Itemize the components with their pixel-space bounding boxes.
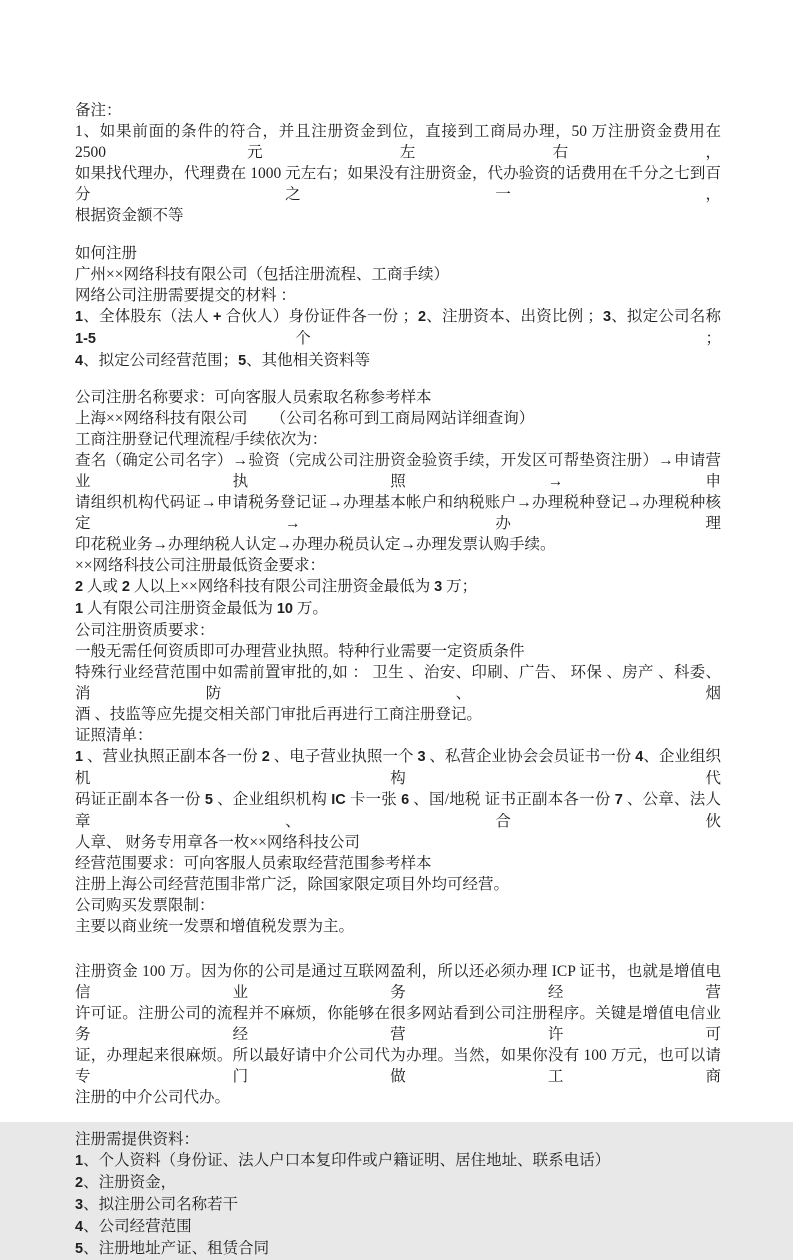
text-run: 人以上××网络科技有限公司注册资金最低为 xyxy=(129,578,435,595)
paragraph-block xyxy=(75,100,725,226)
text-run: 、个人资料（身份证、法人户口本复印件或户籍证明、居住地址、联系电话） xyxy=(83,1152,611,1169)
text-run: 、公司经营范围 xyxy=(83,1218,192,1235)
text-run: 许可证。注册公司的流程并不麻烦，你能够在很多网站看到公司注册程序。关键是增值电信业务经营许可 xyxy=(75,1005,721,1043)
text-run: 特殊行业经营范围中如需前置审批的,如 ： 卫生 、治安、印刷、广告、 环保 、房产 、科委、 消防 、 烟 xyxy=(75,664,725,702)
text-line xyxy=(75,1150,721,1172)
text-run: 如何注册 xyxy=(75,245,138,262)
text-run: 公司注册资质要求： xyxy=(75,622,215,639)
bold-number-run: 2 xyxy=(261,749,270,765)
text-line xyxy=(75,598,721,620)
text-run: 上海××网络科技有限公司 （公司名称可到工商局网站详细查询） xyxy=(75,410,535,427)
bold-number-run: IC xyxy=(331,792,346,808)
text-run: 、其他相关资料等 xyxy=(246,352,371,369)
text-line xyxy=(75,576,721,598)
bold-number-run: 1 xyxy=(75,749,84,765)
text-run: 合伙人）身份证件各一份 ； xyxy=(221,308,418,325)
document-body xyxy=(75,100,725,1260)
text-run: 备注： xyxy=(75,102,122,119)
bold-number-run: 1 xyxy=(75,601,84,617)
text-run: 公司购买发票限制： xyxy=(75,897,215,914)
bold-number-run: 5 xyxy=(204,792,213,808)
text-line xyxy=(75,285,721,306)
bold-number-run: 5 xyxy=(238,353,247,369)
bold-number-run: 1 xyxy=(75,309,84,325)
bold-number-run: 4 xyxy=(635,749,644,765)
text-run: 、国/地税 证书正副本各一份 xyxy=(409,791,615,808)
text-run: 、拟定公司经营范围； xyxy=(83,352,239,369)
text-run: 1、如果前面的条件的符合，并且注册资金到位，直接到工商局办理，50 万注册资金费用在 2500 元左右， xyxy=(75,123,725,161)
text-line xyxy=(75,1172,721,1194)
bold-number-run: + xyxy=(213,309,222,325)
text-run: ××网络科技公司注册最低资金要求： xyxy=(75,557,325,574)
text-line xyxy=(75,534,721,555)
text-run: 注册需提供资料： xyxy=(75,1131,200,1148)
text-run: 查名（确定公司名字）→验资（完成公司注册资金验资手续，开发区可帮垫资注册）→申请营业执照→申 xyxy=(75,452,721,490)
text-line xyxy=(75,243,721,264)
bold-number-run: 2 xyxy=(121,579,130,595)
text-run: 、注册地址产证、租赁合同 xyxy=(83,1240,270,1257)
text-run: 工商注册登记代理流程/手续依次为： xyxy=(75,431,328,448)
text-line xyxy=(75,704,721,725)
text-run: 请组织机构代码证→申请税务登记证→办理基本帐户和纳税账户→办理税种登记→办理税种核定→办理 xyxy=(75,494,721,532)
text-line xyxy=(75,1045,721,1087)
text-line xyxy=(75,555,721,576)
text-line xyxy=(75,264,721,285)
text-line xyxy=(75,492,721,534)
text-line xyxy=(75,874,721,895)
text-run: 、注册资本、出资比例 ； xyxy=(426,308,603,325)
text-line xyxy=(75,350,721,372)
text-run: 广州××网络科技有限公司（包括注册流程、工商手续） xyxy=(75,266,449,283)
text-line xyxy=(75,163,721,205)
text-run: 、企业组织机构 xyxy=(212,791,332,808)
bold-number-run: 3 xyxy=(417,749,426,765)
text-line xyxy=(75,1129,721,1150)
text-run: 万。 xyxy=(292,600,328,617)
text-run: 个 ； xyxy=(95,330,721,347)
text-run: 、营业执照正副本各一份 xyxy=(83,748,262,765)
text-line xyxy=(75,100,721,121)
text-run: 人或 xyxy=(83,578,122,595)
text-run: 、私营企业协会会员证书一份 xyxy=(425,748,636,765)
text-line xyxy=(75,1238,721,1260)
text-line xyxy=(75,1003,721,1045)
text-run: 印花税业务→办理纳税人认定→办理办税员认定→办理发票认购手续。 xyxy=(75,536,556,553)
text-run: 注册的中介公司代办。 xyxy=(75,1089,231,1106)
bold-number-run: 4 xyxy=(75,353,84,369)
text-run: 网络公司注册需要提交的材料 ： xyxy=(75,287,296,304)
text-line xyxy=(75,121,725,163)
bold-number-run: 3 xyxy=(434,579,443,595)
text-run: 证，办理起来很麻烦。所以最好请中介公司代为办理。当然，如果你没有 100 万元，也可以请专门做工商 xyxy=(75,1047,721,1085)
text-run: 人章、 财务专用章各一枚××网络科技公司 xyxy=(75,834,360,851)
text-line xyxy=(75,205,721,226)
text-line xyxy=(75,620,721,641)
text-run: 主要以商业统一发票和增值税发票为主。 xyxy=(75,918,355,935)
text-line xyxy=(75,1194,721,1216)
text-run: 公司注册名称要求：可向客服人员索取名称参考样本 xyxy=(75,389,432,406)
bold-number-run: 3 xyxy=(602,309,612,325)
text-line xyxy=(75,450,721,492)
bold-number-run: 10 xyxy=(276,601,293,617)
paragraph-block xyxy=(75,1129,721,1260)
text-line xyxy=(75,662,725,704)
text-run: 、企业组织机构代 xyxy=(75,748,721,787)
text-run: 、拟注册公司名称若干 xyxy=(83,1196,239,1213)
text-run: 注册上海公司经营范围非常广泛，除国家限定项目外均可经营。 xyxy=(75,876,510,893)
bold-number-run: 2 xyxy=(417,309,427,325)
text-line xyxy=(75,641,721,662)
bold-number-run: 6 xyxy=(401,792,410,808)
paragraph-block xyxy=(75,387,725,937)
bold-number-run: 1-5 xyxy=(75,331,96,347)
text-run: 一般无需任何资质即可办理营业执照。特种行业需要一定资质条件 xyxy=(75,643,525,660)
bold-number-run: 3 xyxy=(75,1197,84,1213)
text-run: 、公章、法人章、合伙 xyxy=(75,791,721,830)
paragraph-block xyxy=(75,243,725,372)
text-line xyxy=(75,895,721,916)
bold-number-run: 5 xyxy=(75,1241,84,1257)
text-run: 人有限公司注册资金最低为 xyxy=(83,600,277,617)
text-run: 注册资金 100 万。因为你的公司是通过互联网盈利，所以还必须办理 ICP 证书，也就是增值电信业务经营 xyxy=(75,963,721,1001)
text-line xyxy=(75,387,721,408)
text-run: 码证正副本各一份 xyxy=(75,791,205,808)
text-line xyxy=(75,1216,721,1238)
bold-number-run: 1 xyxy=(75,1153,84,1169)
text-run: 卡一张 xyxy=(345,791,402,808)
text-line xyxy=(75,961,721,1003)
text-run: 经营范围要求：可向客服人员索取经营范围参考样本 xyxy=(75,855,432,872)
text-run: 、电子营业执照一个 xyxy=(269,748,418,765)
text-line xyxy=(75,789,721,832)
paragraph-block xyxy=(75,961,721,1108)
text-line xyxy=(75,408,721,429)
text-run: 、全体股东（法人 xyxy=(83,308,214,325)
text-run: 万； xyxy=(442,578,478,595)
text-line xyxy=(75,746,721,789)
bold-number-run: 2 xyxy=(75,1175,84,1191)
text-run: 根据资金额不等 xyxy=(75,207,184,224)
text-run: 如果找代理办，代理费在 1000 元左右；如果没有注册资金，代办验资的话费用在千分之七到百分之一， xyxy=(75,165,721,203)
text-run: 、注册资金， xyxy=(83,1174,177,1191)
bold-number-run: 7 xyxy=(614,792,623,808)
text-line xyxy=(75,306,725,350)
text-line xyxy=(75,1087,721,1108)
text-line xyxy=(75,916,721,937)
bold-number-run: 2 xyxy=(75,579,84,595)
text-run: 证照清单： xyxy=(75,727,153,744)
text-line xyxy=(75,429,721,450)
bold-number-run: 4 xyxy=(75,1219,84,1235)
text-run: 、拟定公司名称 xyxy=(611,308,725,325)
text-run: 酒 、技监等应先提交相关部门审批后再进行工商注册登记。 xyxy=(75,706,482,723)
text-line xyxy=(75,853,721,874)
text-line xyxy=(75,832,721,853)
text-line xyxy=(75,725,721,746)
